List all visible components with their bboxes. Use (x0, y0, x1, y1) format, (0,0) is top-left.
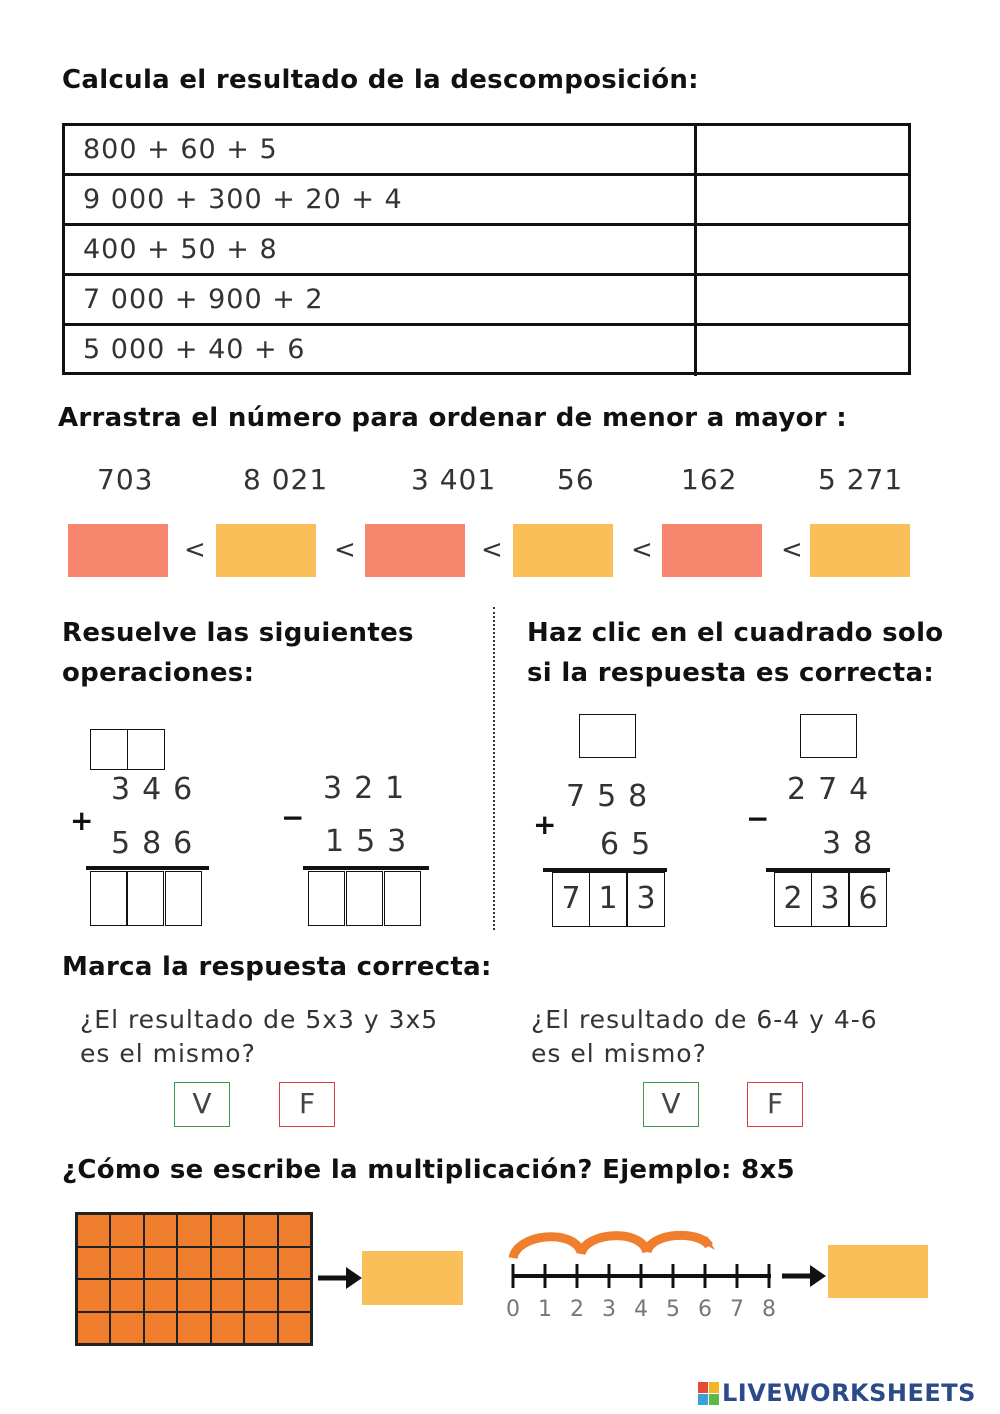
decomposition-expression: 9 000 + 300 + 20 + 4 (65, 176, 697, 223)
decomposition-answer-cell[interactable] (697, 326, 908, 376)
arrow-right-icon (780, 1262, 828, 1290)
table-row (65, 176, 908, 226)
drop-target-box[interactable] (662, 524, 762, 577)
decomposition-expression: 400 + 50 + 8 (65, 226, 697, 273)
tick-label: 3 (602, 1297, 616, 1322)
subtrahend: 38 (822, 826, 885, 861)
tick-label: 2 (570, 1297, 584, 1322)
operations-heading-line2: operaciones: (62, 658, 255, 688)
result-digit: 1 (589, 872, 627, 927)
minuend: 274 (787, 772, 881, 807)
sum-line (86, 866, 209, 870)
less-than-sign: < (781, 535, 803, 565)
true-option[interactable]: V (643, 1082, 699, 1127)
tick-label: 8 (762, 1297, 776, 1322)
less-than-sign: < (631, 535, 653, 565)
result-digit: 3 (811, 872, 849, 927)
true-false-heading: Marca la respuesta correcta: (62, 952, 492, 982)
decomposition-expression: 800 + 60 + 5 (65, 126, 697, 173)
less-than-sign: < (481, 535, 503, 565)
check-heading-line2: si la respuesta es correcta: (527, 658, 935, 688)
draggable-number[interactable]: 162 (681, 463, 738, 496)
decomposition-table (62, 123, 911, 375)
result-digit: 2 (774, 872, 812, 927)
answer-digit-box[interactable] (165, 871, 202, 926)
draggable-number[interactable]: 56 (557, 463, 595, 496)
section-divider (493, 607, 495, 930)
answer-digit-box[interactable] (346, 871, 383, 926)
answer-digit-box[interactable] (90, 871, 127, 926)
ordering-heading: Arrastra el número para ordenar de menor a mayor : (58, 403, 847, 433)
true-option[interactable]: V (174, 1082, 230, 1127)
grid-answer-box[interactable] (362, 1251, 463, 1305)
minus-sign: − (281, 801, 305, 834)
drop-target-box[interactable] (365, 524, 465, 577)
carry-box[interactable] (127, 729, 165, 770)
plus-sign: + (70, 804, 94, 837)
minuend: 321 (323, 771, 417, 806)
drop-target-box[interactable] (216, 524, 316, 577)
question-2-line1: ¿El resultado de 6-4 y 4-6 (531, 1005, 878, 1034)
table-row (65, 276, 908, 326)
plus-sign: + (533, 808, 557, 841)
less-than-sign: < (184, 535, 206, 565)
decomposition-answer-cell[interactable] (697, 126, 908, 173)
difference-line (303, 866, 429, 870)
decomposition-answer-cell[interactable] (697, 226, 908, 273)
draggable-number[interactable]: 703 (97, 463, 154, 496)
tick-label: 0 (506, 1297, 520, 1322)
false-option[interactable]: F (747, 1082, 803, 1127)
question-2-line2: es el mismo? (531, 1039, 707, 1068)
decomposition-answer-cell[interactable] (697, 276, 908, 323)
drop-target-box[interactable] (810, 524, 910, 577)
tick-label: 7 (730, 1297, 744, 1322)
tick-label: 4 (634, 1297, 648, 1322)
draggable-number[interactable]: 3 401 (411, 463, 497, 496)
addend-bottom: 586 (111, 826, 205, 861)
addend-bottom: 65 (600, 827, 663, 862)
decomposition-expression: 5 000 + 40 + 6 (65, 326, 697, 376)
subtrahend: 153 (325, 824, 419, 859)
addend-top: 758 (566, 779, 660, 814)
result-digit: 6 (849, 872, 887, 927)
tick-label: 5 (666, 1297, 680, 1322)
arrow-right-icon (316, 1264, 364, 1292)
multiplication-array-grid (75, 1212, 313, 1346)
multiplication-heading: ¿Cómo se escribe la multiplicación? Ejemplo: 8x5 (62, 1155, 795, 1185)
question-1-line2: es el mismo? (80, 1039, 256, 1068)
correct-checkbox[interactable] (579, 714, 636, 758)
number-line-labels (504, 1297, 780, 1325)
minus-sign: − (746, 802, 770, 835)
answer-digit-box[interactable] (127, 871, 164, 926)
answer-digit-box[interactable] (384, 871, 421, 926)
addend-top: 346 (111, 772, 205, 807)
tick-label: 1 (538, 1297, 552, 1322)
draggable-number[interactable]: 5 271 (818, 463, 904, 496)
decomposition-expression: 7 000 + 900 + 2 (65, 276, 697, 323)
answer-digit-box[interactable] (308, 871, 345, 926)
check-heading-line1: Haz clic en el cuadrado solo (527, 618, 944, 648)
correct-checkbox[interactable] (800, 714, 857, 758)
table-row (65, 126, 908, 176)
table-row (65, 326, 908, 376)
result-digit: 3 (627, 872, 665, 927)
numberline-answer-box[interactable] (828, 1245, 928, 1298)
decomposition-answer-cell[interactable] (697, 176, 908, 223)
liveworksheets-logo: LIVEWORKSHEETS (722, 1379, 976, 1407)
drop-target-box[interactable] (68, 524, 168, 577)
decomposition-heading: Calcula el resultado de la descomposición: (62, 65, 699, 95)
liveworksheets-logo-icon (698, 1382, 720, 1406)
operations-heading-line1: Resuelve las siguientes (62, 618, 414, 648)
false-option[interactable]: F (279, 1082, 335, 1127)
carry-box[interactable] (90, 729, 128, 770)
draggable-number[interactable]: 8 021 (243, 463, 329, 496)
less-than-sign: < (334, 535, 356, 565)
tick-label: 6 (698, 1297, 712, 1322)
question-1-line1: ¿El resultado de 5x3 y 3x5 (80, 1005, 439, 1034)
result-digit: 7 (552, 872, 590, 927)
table-row (65, 226, 908, 276)
drop-target-box[interactable] (513, 524, 613, 577)
